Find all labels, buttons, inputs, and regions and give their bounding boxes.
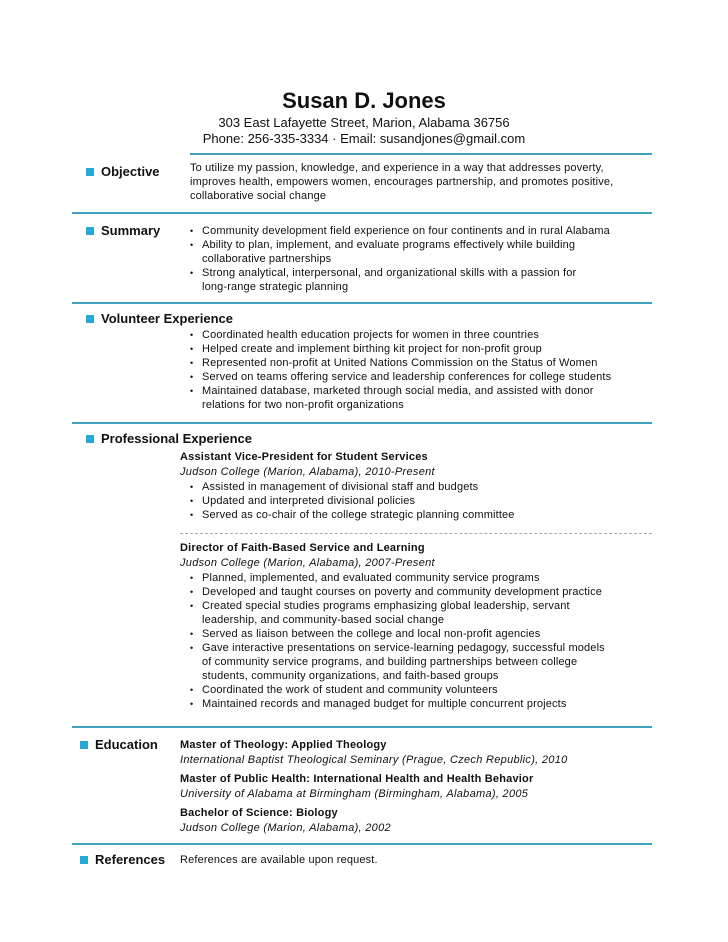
list-item: • Coordinated health education projects for women in three countries (190, 328, 660, 342)
education-entry (180, 738, 655, 768)
section-marker-icon (86, 227, 94, 235)
objective-heading: Objective (86, 164, 160, 179)
education-entry (180, 772, 655, 802)
list-item: • Ability to plan, implement, and evaluate programs effectively while building collaborative partnerships (190, 238, 660, 266)
list-item: • Created special studies programs emphasizing global leadership, servant leadership, and community-based social change (190, 599, 655, 627)
education-entry (180, 806, 655, 836)
list-item: • Updated and interpreted divisional policies (190, 494, 655, 508)
objective-text: To utilize my passion, knowledge, and experience in a way that addresses poverty, improves health, empowers women, encourages partnership, and promotes positive, collaborative social change (190, 162, 614, 202)
list-item: • Helped create and implement birthing kit project for non-profit group (190, 342, 660, 356)
address: 303 East Lafayette Street, Marion, Alabama 36756 (218, 115, 510, 130)
job-org: Judson College (Marion, Alabama), 2010-Present (180, 466, 435, 478)
section-marker-icon (80, 741, 88, 749)
education-heading: Education (80, 737, 158, 752)
divider (72, 212, 652, 214)
list-item: • Developed and taught courses on poverty and community development practice (190, 585, 655, 599)
volunteer-heading: Volunteer Experience (86, 311, 233, 326)
summary-heading: Summary (86, 223, 160, 238)
references-text: References are available upon request. (180, 854, 378, 866)
list-item: • Represented non-profit at United Nations Commission on the Status of Women (190, 356, 660, 370)
divider (72, 726, 652, 728)
section-marker-icon (86, 315, 94, 323)
education-list (180, 738, 655, 836)
school: Judson College (Marion, Alabama), 2002 (180, 822, 391, 834)
degree: Master of Theology: Applied Theology (180, 739, 387, 751)
list-item: • Maintained database, marketed through social media, and assisted with donor relations for two non-profit organizations (190, 384, 660, 412)
degree: Bachelor of Science: Biology (180, 807, 338, 819)
list-item: • Assisted in management of divisional staff and budgets (190, 480, 655, 494)
list-item: • Planned, implemented, and evaluated community service programs (190, 571, 655, 585)
divider (72, 843, 652, 845)
job-divider (180, 533, 652, 534)
list-item: • Maintained records and managed budget for multiple concurrent projects (190, 697, 655, 711)
list-item: • Gave interactive presentations on service-learning pedagogy, successful models of community service programs, and building partnerships between college students, community organizations, and faith-based groups (190, 641, 655, 683)
divider (72, 302, 652, 304)
contact-line: Phone: 256-335-3334 · Email: susandjones@gmail.com (202, 131, 526, 146)
list-item: • Strong analytical, interpersonal, and organizational skills with a passion for long-range strategic planning (190, 266, 660, 294)
school: International Baptist Theological Seminary (Prague, Czech Republic), 2010 (180, 754, 568, 766)
list-item: • Served as liaison between the college and local non-profit agencies (190, 627, 655, 641)
list-item: • Coordinated the work of student and community volunteers (190, 683, 655, 697)
job-entry (180, 541, 655, 711)
list-item: • Community development field experience on four continents and in rural Alabama (190, 224, 660, 238)
job-title: Director of Faith-Based Service and Learning (180, 542, 425, 554)
section-marker-icon (86, 168, 94, 176)
list-item: • Served as co-chair of the college strategic planning committee (190, 508, 655, 522)
volunteer-list (190, 328, 660, 412)
job-org: Judson College (Marion, Alabama), 2007-Present (180, 557, 435, 569)
divider (72, 422, 652, 424)
section-marker-icon (80, 856, 88, 864)
list-item: • Served on teams offering service and leadership conferences for college students (190, 370, 660, 384)
degree: Master of Public Health: International Health and Health Behavior (180, 773, 534, 785)
job-title: Assistant Vice-President for Student Services (180, 451, 428, 463)
job-entry (180, 450, 655, 522)
divider (190, 153, 652, 155)
summary-list (190, 224, 660, 294)
school: University of Alabama at Birmingham (Birmingham, Alabama), 2005 (180, 788, 529, 800)
resume-name: Susan D. Jones (282, 88, 446, 113)
references-heading: References (80, 852, 165, 867)
professional-heading: Professional Experience (86, 431, 252, 446)
section-marker-icon (86, 435, 94, 443)
